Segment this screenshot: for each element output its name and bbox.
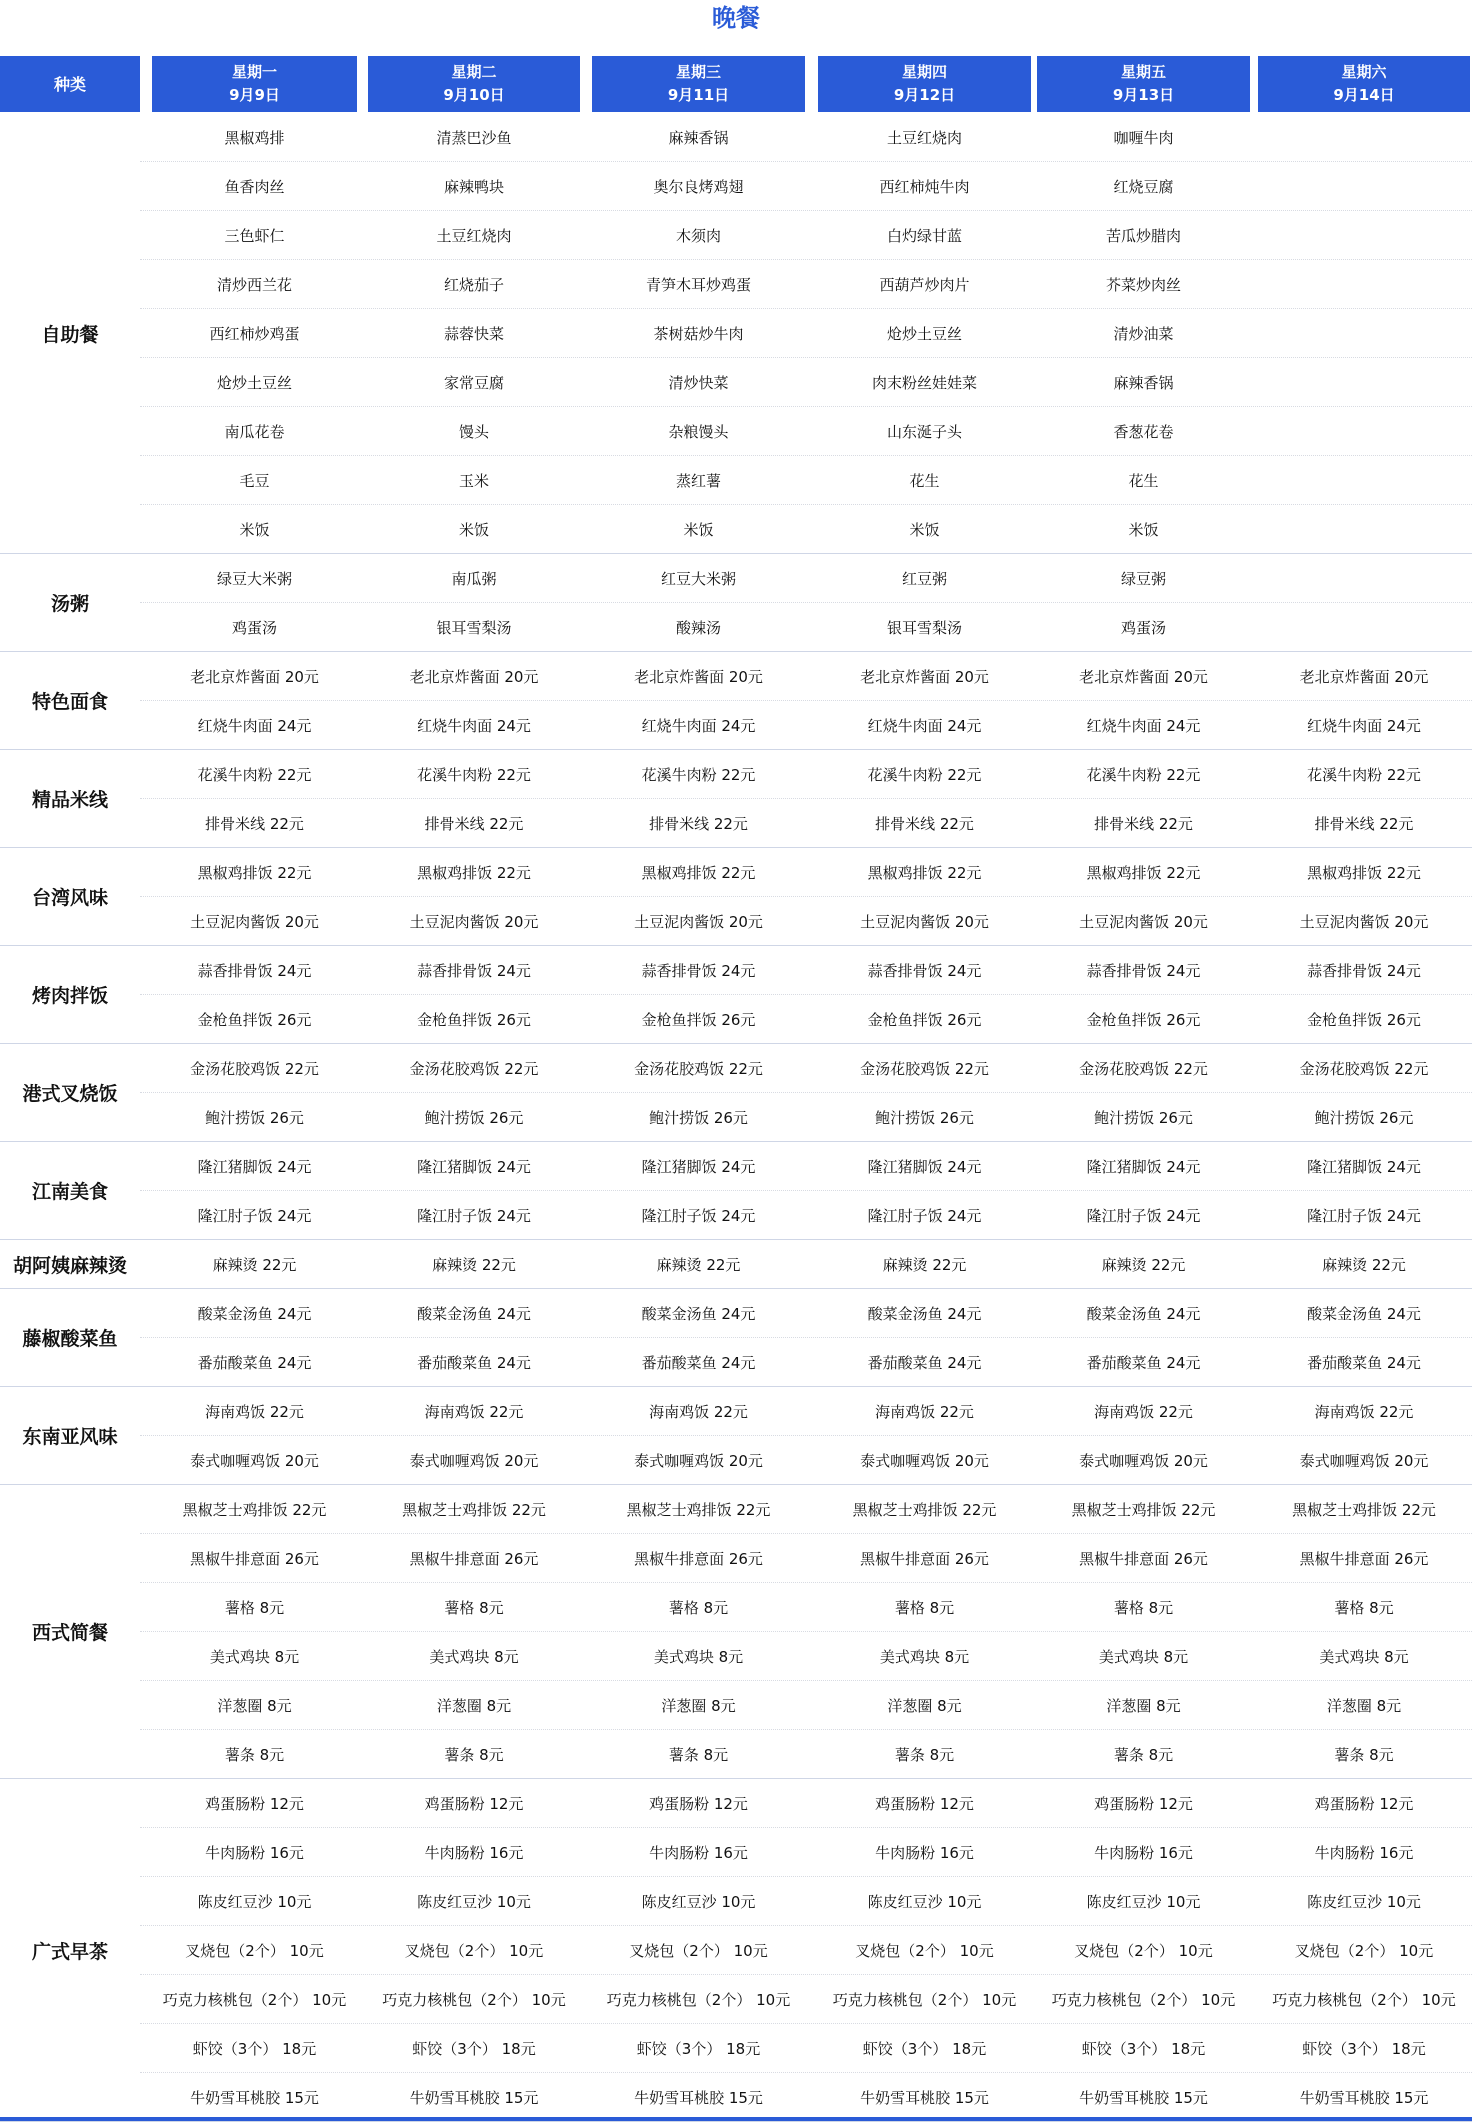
- menu-item: 陈皮红豆沙 10元: [197, 1893, 312, 1911]
- menu-item: 老北京炸酱面 20元: [1299, 668, 1429, 686]
- menu-item: 银耳雪梨汤: [886, 619, 962, 637]
- menu-item: 虾饺（3个） 18元: [862, 2040, 987, 2058]
- category-label: 港式叉烧饭: [0, 1044, 140, 1142]
- header-date: 9月13日: [1112, 86, 1175, 104]
- menu-item: 南瓜花卷: [224, 423, 285, 441]
- menu-item: 鸡蛋汤: [231, 619, 277, 637]
- menu-item: 海南鸡饭 22元: [205, 1403, 304, 1421]
- header-day-2: [368, 56, 580, 112]
- category-label: 广式早茶: [0, 1779, 140, 2122]
- menu-item: 海南鸡饭 22元: [649, 1403, 748, 1421]
- menu-item: 麻辣烫 22元: [432, 1256, 516, 1274]
- menu-item: 薯格 8元: [1334, 1599, 1394, 1617]
- menu-item: 土豆泥肉酱饭 20元: [190, 913, 319, 931]
- menu-item: 隆江肘子饭 24元: [417, 1207, 531, 1225]
- menu-item: 巧克力核桃包（2个） 10元: [832, 1991, 1017, 2009]
- menu-item: 清蒸巴沙鱼: [436, 129, 512, 147]
- menu-item: 薯条 8元: [668, 1746, 729, 1764]
- category-label: 西式简餐: [0, 1485, 140, 1779]
- menu-item: 黑椒芝士鸡排饭 22元: [182, 1501, 327, 1519]
- menu-item: 牛奶雪耳桃胶 15元: [860, 2089, 989, 2107]
- menu-item: 巧克力核桃包（2个） 10元: [1051, 1991, 1236, 2009]
- menu-item: 红豆大米粥: [660, 570, 736, 588]
- menu-item: 茶树菇炒牛肉: [653, 325, 744, 343]
- menu-item: 银耳雪梨汤: [436, 619, 512, 637]
- menu-item: 薯格 8元: [894, 1599, 955, 1617]
- menu-item: 隆江猪脚饭 24元: [197, 1158, 312, 1176]
- menu-item: 美式鸡块 8元: [209, 1648, 300, 1666]
- menu-item: 花溪牛肉粉 22元: [641, 766, 756, 784]
- menu-item: 黑椒芝士鸡排饭 22元: [1292, 1501, 1436, 1519]
- menu-item: 泰式咖喱鸡饭 20元: [860, 1452, 989, 1470]
- menu-item: 土豆泥肉酱饭 20元: [634, 913, 763, 931]
- menu-item: 虾饺（3个） 18元: [1081, 2040, 1206, 2058]
- menu-item: 苦瓜炒腊肉: [1105, 227, 1181, 245]
- header-date: 9月14日: [1333, 86, 1395, 104]
- menu-item: 番茄酸菜鱼 24元: [417, 1354, 531, 1372]
- menu-item: 番茄酸菜鱼 24元: [641, 1354, 756, 1372]
- menu-item: 排骨米线 22元: [424, 815, 524, 833]
- menu-item: 酸菜金汤鱼 24元: [197, 1305, 312, 1323]
- menu-item: 牛奶雪耳桃胶 15元: [190, 2089, 319, 2107]
- menu-item: 鸡蛋肠粉 12元: [205, 1795, 304, 1813]
- menu-item: 泰式咖喱鸡饭 20元: [634, 1452, 763, 1470]
- menu-item: 鱼香肉丝: [224, 178, 285, 196]
- menu-item: 鲍汁捞饭 26元: [205, 1109, 304, 1127]
- menu-item: 金枪鱼拌饭 26元: [641, 1011, 756, 1029]
- category-label: 特色面食: [0, 652, 140, 750]
- menu-item: 花溪牛肉粉 22元: [197, 766, 312, 784]
- menu-item: 陈皮红豆沙 10元: [641, 1893, 756, 1911]
- menu-item: 红烧牛肉面 24元: [641, 717, 756, 735]
- header-day-6: [1258, 56, 1470, 112]
- menu-item: 土豆泥肉酱饭 20元: [860, 913, 989, 931]
- menu-item: 奥尔良烤鸡翅: [653, 178, 744, 196]
- menu-item: 隆江肘子饭 24元: [641, 1207, 756, 1225]
- header-category: [0, 56, 140, 112]
- menu-item: 花生: [1128, 472, 1159, 490]
- menu-item: 馒头: [458, 423, 489, 441]
- menu-item: 巧克力核桃包（2个） 10元: [606, 1991, 791, 2009]
- menu-item: 牛肉肠粉 16元: [649, 1844, 748, 1862]
- menu-item: 番茄酸菜鱼 24元: [867, 1354, 982, 1372]
- menu-item: 洋葱圈 8元: [436, 1697, 512, 1715]
- menu-item: 蒜香排骨饭 24元: [867, 962, 982, 980]
- menu-item: 家常豆腐: [443, 374, 504, 392]
- header-weekday: 星期六: [1341, 63, 1387, 81]
- category-label: 烤肉拌饭: [0, 946, 140, 1044]
- menu-item: 鸡蛋肠粉 12元: [649, 1795, 748, 1813]
- menu-item: 黑椒牛排意面 26元: [860, 1550, 989, 1568]
- menu-item: 隆江肘子饭 24元: [1307, 1207, 1421, 1225]
- menu-item: 老北京炸酱面 20元: [409, 668, 539, 686]
- category-label: 汤粥: [0, 554, 140, 652]
- menu-item: 排骨米线 22元: [1314, 815, 1414, 833]
- menu-item: 金汤花胶鸡饭 22元: [190, 1060, 319, 1078]
- menu-item: 红烧茄子: [443, 276, 504, 294]
- header-weekday: 星期五: [1120, 63, 1166, 81]
- menu-item: 红烧牛肉面 24元: [417, 717, 531, 735]
- menu-item: 鸡蛋肠粉 12元: [1094, 1795, 1193, 1813]
- menu-item: 洋葱圈 8元: [887, 1697, 962, 1715]
- menu-item: 鲍汁捞饭 26元: [649, 1109, 748, 1127]
- category-label: 藤椒酸菜鱼: [0, 1289, 140, 1387]
- menu-item: 黑椒鸡排饭 22元: [1086, 864, 1201, 882]
- menu-item: 番茄酸菜鱼 24元: [197, 1354, 312, 1372]
- menu-item: 清炒西兰花: [216, 276, 292, 294]
- category-label: 精品米线: [0, 750, 140, 848]
- menu-item: 排骨米线 22元: [205, 815, 304, 833]
- menu-item: 牛奶雪耳桃胶 15元: [1299, 2089, 1429, 2107]
- menu-item: 鸡蛋肠粉 12元: [424, 1795, 524, 1813]
- menu-item: 牛奶雪耳桃胶 15元: [409, 2089, 539, 2107]
- menu-item: 黑椒鸡排: [224, 129, 285, 147]
- menu-item: 炝炒土豆丝: [216, 374, 292, 392]
- menu-item: 洋葱圈 8元: [217, 1697, 292, 1715]
- menu-item: 炝炒土豆丝: [886, 325, 962, 343]
- menu-item: 黑椒牛排意面 26元: [190, 1550, 319, 1568]
- menu-item: 泰式咖喱鸡饭 20元: [1079, 1452, 1208, 1470]
- menu-item: 薯条 8元: [224, 1746, 285, 1764]
- menu-item: 隆江猪脚饭 24元: [867, 1158, 982, 1176]
- menu-item: 麻辣香锅: [1113, 374, 1174, 392]
- menu-item: 黑椒鸡排饭 22元: [417, 864, 531, 882]
- menu-item: 米饭: [239, 521, 270, 539]
- menu-item: 泰式咖喱鸡饭 20元: [1299, 1452, 1429, 1470]
- menu-item: 美式鸡块 8元: [429, 1648, 519, 1666]
- menu-item: 蒜香排骨饭 24元: [1086, 962, 1201, 980]
- menu-item: 老北京炸酱面 20元: [1079, 668, 1208, 686]
- menu-item: 薯条 8元: [444, 1746, 504, 1764]
- menu-item: 牛奶雪耳桃胶 15元: [634, 2089, 763, 2107]
- menu-item: 金枪鱼拌饭 26元: [1086, 1011, 1201, 1029]
- header-date: 9月11日: [667, 86, 730, 104]
- menu-item: 蒜香排骨饭 24元: [641, 962, 756, 980]
- menu-item: 虾饺（3个） 18元: [192, 2040, 317, 2058]
- menu-item: 老北京炸酱面 20元: [190, 668, 319, 686]
- menu-item: 咖喱牛肉: [1113, 129, 1174, 147]
- header-day-1: [152, 56, 357, 112]
- menu-item: 金汤花胶鸡饭 22元: [409, 1060, 539, 1078]
- menu-item: 金汤花胶鸡饭 22元: [634, 1060, 763, 1078]
- menu-item: 叉烧包（2个） 10元: [1294, 1942, 1434, 1960]
- menu-item: 黑椒芝士鸡排饭 22元: [1071, 1501, 1216, 1519]
- menu-item: 泰式咖喱鸡饭 20元: [190, 1452, 319, 1470]
- menu-item: 泰式咖喱鸡饭 20元: [409, 1452, 539, 1470]
- category-label: 胡阿姨麻辣烫: [0, 1240, 140, 1289]
- menu-item: 鲍汁捞饭 26元: [424, 1109, 524, 1127]
- menu-item: 黑椒牛排意面 26元: [409, 1550, 539, 1568]
- menu-item: 薯格 8元: [224, 1599, 285, 1617]
- menu-item: 肉末粉丝娃娃菜: [871, 374, 977, 392]
- menu-item: 杂粮馒头: [668, 423, 729, 441]
- header-day-5: [1037, 56, 1250, 112]
- menu-item: 隆江肘子饭 24元: [1086, 1207, 1201, 1225]
- menu-item: 叉烧包（2个） 10元: [855, 1942, 994, 1960]
- menu-item: 麻辣烫 22元: [212, 1256, 297, 1274]
- menu-item: 巧克力核桃包（2个） 10元: [382, 1991, 566, 2009]
- menu-item: 薯条 8元: [894, 1746, 955, 1764]
- header-weekday: 星期二: [451, 63, 497, 81]
- menu-item: 红烧豆腐: [1113, 178, 1174, 196]
- menu-item: 红烧牛肉面 24元: [1307, 717, 1421, 735]
- menu-item: 洋葱圈 8元: [1326, 1697, 1402, 1715]
- menu-item: 金汤花胶鸡饭 22元: [1299, 1060, 1429, 1078]
- category-label: 自助餐: [0, 113, 140, 554]
- category-label: 台湾风味: [0, 848, 140, 946]
- menu-item: 青笋木耳炒鸡蛋: [645, 276, 751, 294]
- menu-item: 薯条 8元: [1113, 1746, 1174, 1764]
- menu-item: 花生: [909, 472, 940, 490]
- menu-item: 美式鸡块 8元: [879, 1648, 970, 1666]
- menu-item: 金枪鱼拌饭 26元: [1307, 1011, 1421, 1029]
- menu-item: 南瓜粥: [451, 570, 497, 588]
- header-weekday: 星期四: [901, 63, 947, 81]
- bottom-divider: [0, 2117, 1472, 2121]
- menu-item: 土豆泥肉酱饭 20元: [1079, 913, 1208, 931]
- menu-item: 花溪牛肉粉 22元: [1307, 766, 1421, 784]
- menu-item: 薯格 8元: [668, 1599, 729, 1617]
- menu-item: 麻辣鸭块: [443, 178, 504, 196]
- menu-item: 薯条 8元: [1334, 1746, 1394, 1764]
- menu-item: 绿豆大米粥: [216, 570, 292, 588]
- menu-item: 隆江肘子饭 24元: [197, 1207, 312, 1225]
- menu-item: 排骨米线 22元: [875, 815, 974, 833]
- header-date: 9月9日: [229, 86, 280, 104]
- menu-item: 鸡蛋肠粉 12元: [875, 1795, 974, 1813]
- menu-item: 麻辣烫 22元: [656, 1256, 741, 1274]
- menu-item: 绿豆粥: [1120, 570, 1166, 588]
- menu-item: 老北京炸酱面 20元: [634, 668, 763, 686]
- menu-item: 蒜蓉快菜: [443, 325, 504, 343]
- header-weekday: 星期一: [231, 63, 277, 81]
- menu-item: 芥菜炒肉丝: [1105, 276, 1181, 294]
- menu-item: 鲍汁捞饭 26元: [1314, 1109, 1414, 1127]
- menu-item: 金枪鱼拌饭 26元: [867, 1011, 982, 1029]
- menu-item: 鲍汁捞饭 26元: [875, 1109, 974, 1127]
- menu-item: 西葫芦炒肉片: [879, 276, 970, 294]
- menu-item: 鸡蛋汤: [1120, 619, 1166, 637]
- menu-item: 蒜香排骨饭 24元: [1307, 962, 1421, 980]
- page-title: 晚餐: [712, 4, 760, 32]
- menu-item: 酸菜金汤鱼 24元: [867, 1305, 982, 1323]
- menu-item: 麻辣烫 22元: [882, 1256, 967, 1274]
- menu-item: 陈皮红豆沙 10元: [417, 1893, 531, 1911]
- menu-item: 番茄酸菜鱼 24元: [1086, 1354, 1201, 1372]
- header-date: 9月10日: [443, 86, 505, 104]
- menu-item: 黑椒鸡排饭 22元: [641, 864, 756, 882]
- menu-item: 蒜香排骨饭 24元: [417, 962, 531, 980]
- menu-item: 海南鸡饭 22元: [875, 1403, 974, 1421]
- header-day-3: [592, 56, 805, 112]
- menu-item: 牛肉肠粉 16元: [205, 1844, 304, 1862]
- menu-item: 海南鸡饭 22元: [1314, 1403, 1414, 1421]
- header-date: 9月12日: [893, 86, 956, 104]
- menu-item: 黑椒芝士鸡排饭 22元: [626, 1501, 771, 1519]
- menu-item: 花溪牛肉粉 22元: [867, 766, 982, 784]
- menu-item: 隆江猪脚饭 24元: [641, 1158, 756, 1176]
- menu-item: 山东涎子头: [886, 423, 962, 441]
- menu-item: 黑椒芝士鸡排饭 22元: [402, 1501, 546, 1519]
- menu-item: 隆江猪脚饭 24元: [417, 1158, 531, 1176]
- menu-item: 白灼绿甘蓝: [886, 227, 962, 245]
- menu-item: 土豆泥肉酱饭 20元: [409, 913, 539, 931]
- menu-item: 牛肉肠粉 16元: [1314, 1844, 1414, 1862]
- menu-item: 黑椒芝士鸡排饭 22元: [852, 1501, 997, 1519]
- menu-item: 红烧牛肉面 24元: [867, 717, 982, 735]
- menu-item: 蒸红薯: [675, 472, 721, 490]
- menu-item: 美式鸡块 8元: [1319, 1648, 1409, 1666]
- menu-item: 陈皮红豆沙 10元: [1307, 1893, 1421, 1911]
- menu-item: 米饭: [909, 521, 940, 539]
- menu-item: 隆江肘子饭 24元: [867, 1207, 982, 1225]
- menu-item: 虾饺（3个） 18元: [636, 2040, 761, 2058]
- menu-item: 米饭: [1128, 521, 1159, 539]
- menu-item: 黑椒牛排意面 26元: [1079, 1550, 1208, 1568]
- menu-item: 叉烧包（2个） 10元: [629, 1942, 768, 1960]
- menu-item: 虾饺（3个） 18元: [1302, 2040, 1426, 2058]
- menu-item: 洋葱圈 8元: [1106, 1697, 1181, 1715]
- menu-item: 黑椒鸡排饭 22元: [867, 864, 982, 882]
- menu-item: 黑椒鸡排饭 22元: [1307, 864, 1421, 882]
- menu-item: 红烧牛肉面 24元: [197, 717, 312, 735]
- menu-item: 叉烧包（2个） 10元: [404, 1942, 544, 1960]
- menu-item: 红豆粥: [901, 570, 947, 588]
- menu-item: 黑椒牛排意面 26元: [634, 1550, 763, 1568]
- menu-item: 金汤花胶鸡饭 22元: [860, 1060, 989, 1078]
- menu-item: 西红柿炖牛肉: [879, 178, 970, 196]
- menu-item: 番茄酸菜鱼 24元: [1307, 1354, 1421, 1372]
- menu-item: 花溪牛肉粉 22元: [1086, 766, 1201, 784]
- menu-item: 花溪牛肉粉 22元: [417, 766, 531, 784]
- menu-item: 薯格 8元: [1113, 1599, 1174, 1617]
- menu-item: 美式鸡块 8元: [653, 1648, 744, 1666]
- menu-item: 排骨米线 22元: [1094, 815, 1193, 833]
- menu-item: 陈皮红豆沙 10元: [1086, 1893, 1201, 1911]
- menu-item: 麻辣烫 22元: [1322, 1256, 1406, 1274]
- menu-item: 牛肉肠粉 16元: [424, 1844, 524, 1862]
- menu-item: 毛豆: [239, 472, 270, 490]
- menu-item: 鲍汁捞饭 26元: [1094, 1109, 1193, 1127]
- menu-item: 黑椒牛排意面 26元: [1299, 1550, 1429, 1568]
- header-weekday: 星期三: [675, 63, 721, 81]
- menu-item: 土豆红烧肉: [886, 129, 962, 147]
- menu-item: 叉烧包（2个） 10元: [1074, 1942, 1213, 1960]
- menu-item: 米饭: [458, 521, 489, 539]
- menu-item: 隆江猪脚饭 24元: [1086, 1158, 1201, 1176]
- menu-item: 木须肉: [675, 227, 721, 245]
- menu-item: 隆江猪脚饭 24元: [1307, 1158, 1421, 1176]
- menu-item: 米饭: [683, 521, 714, 539]
- menu-item: 巧克力核桃包（2个） 10元: [1272, 1991, 1456, 2009]
- menu-item: 排骨米线 22元: [649, 815, 748, 833]
- menu-item: 洋葱圈 8元: [661, 1697, 736, 1715]
- menu-item: 金汤花胶鸡饭 22元: [1079, 1060, 1208, 1078]
- menu-item: 酸辣汤: [675, 619, 721, 637]
- menu-item: 玉米: [458, 472, 489, 490]
- menu-item: 鸡蛋肠粉 12元: [1314, 1795, 1414, 1813]
- menu-item: 酸菜金汤鱼 24元: [1307, 1305, 1421, 1323]
- menu-item: 老北京炸酱面 20元: [860, 668, 989, 686]
- menu-item: 蒜香排骨饭 24元: [197, 962, 312, 980]
- menu-item: 土豆红烧肉: [436, 227, 512, 245]
- category-label: 东南亚风味: [0, 1387, 140, 1485]
- menu-item: 黑椒鸡排饭 22元: [197, 864, 312, 882]
- menu-item: 牛奶雪耳桃胶 15元: [1079, 2089, 1208, 2107]
- menu-item: 清炒快菜: [668, 374, 729, 392]
- menu-item: 美式鸡块 8元: [1098, 1648, 1189, 1666]
- menu-item: 红烧牛肉面 24元: [1086, 717, 1201, 735]
- menu-item: 海南鸡饭 22元: [424, 1403, 524, 1421]
- header-category-label: 种类: [53, 74, 86, 94]
- menu-item: 清炒油菜: [1113, 325, 1174, 343]
- menu-item: 金枪鱼拌饭 26元: [197, 1011, 312, 1029]
- menu-item: 酸菜金汤鱼 24元: [417, 1305, 531, 1323]
- menu-item: 牛肉肠粉 16元: [1094, 1844, 1193, 1862]
- menu-item: 酸菜金汤鱼 24元: [641, 1305, 756, 1323]
- menu-item: 虾饺（3个） 18元: [412, 2040, 536, 2058]
- menu-item: 牛肉肠粉 16元: [875, 1844, 974, 1862]
- menu-item: 三色虾仁: [224, 227, 285, 245]
- menu-item: 西红柿炒鸡蛋: [209, 325, 300, 343]
- menu-item: 叉烧包（2个） 10元: [185, 1942, 324, 1960]
- header-day-4: [818, 56, 1031, 112]
- menu-item: 金枪鱼拌饭 26元: [417, 1011, 531, 1029]
- menu-item: 酸菜金汤鱼 24元: [1086, 1305, 1201, 1323]
- menu-item: 巧克力核桃包（2个） 10元: [162, 1991, 347, 2009]
- menu-item: 海南鸡饭 22元: [1094, 1403, 1193, 1421]
- menu-item: 薯格 8元: [444, 1599, 504, 1617]
- menu-item: 麻辣香锅: [668, 129, 729, 147]
- menu-item: 麻辣烫 22元: [1101, 1256, 1186, 1274]
- menu-item: 陈皮红豆沙 10元: [867, 1893, 982, 1911]
- menu-item: 香葱花卷: [1113, 423, 1174, 441]
- menu-item: 土豆泥肉酱饭 20元: [1299, 913, 1429, 931]
- category-label: 江南美食: [0, 1142, 140, 1240]
